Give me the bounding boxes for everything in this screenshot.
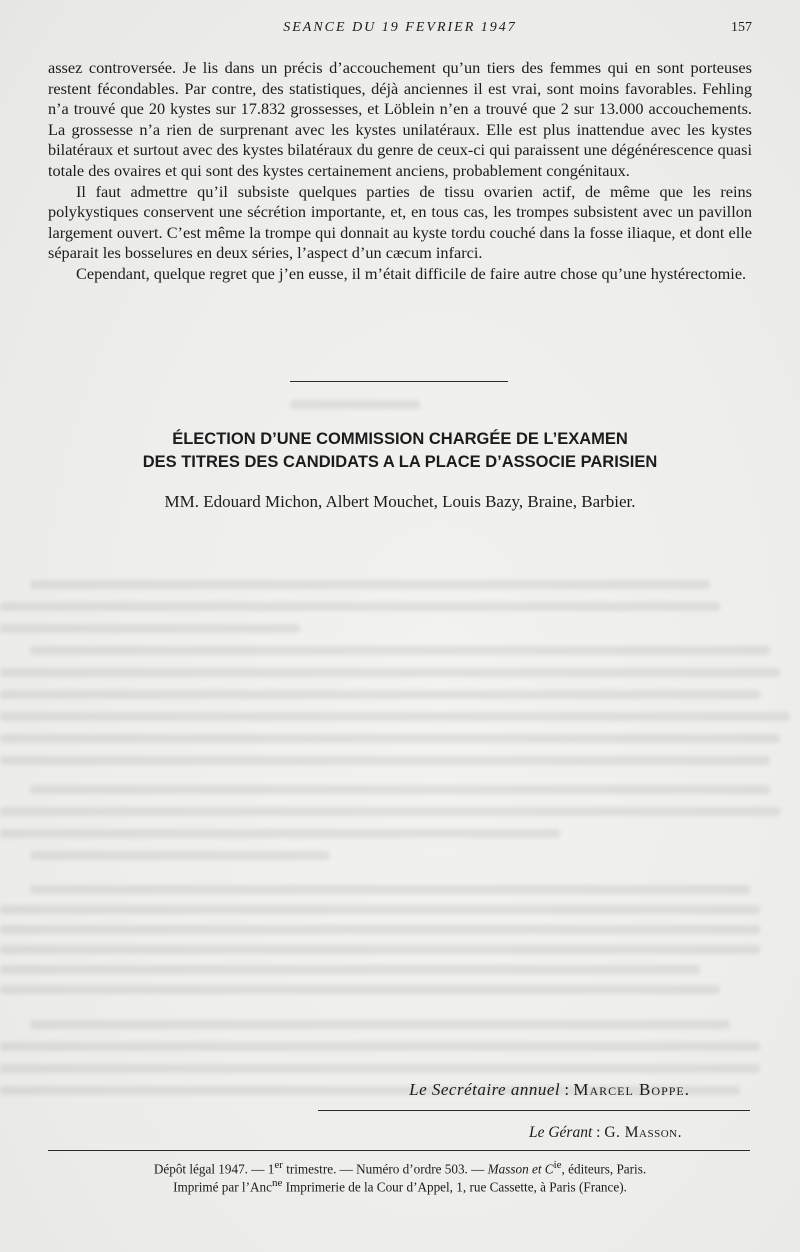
- section-title-line-2: DES TITRES DES CANDIDATS A LA PLACE D’ASSOCIE PARISIEN: [142, 453, 658, 471]
- signature-rule: [318, 1110, 750, 1111]
- gerant-signature: [529, 1124, 682, 1142]
- secretary-signature: [409, 1080, 690, 1100]
- section-title-line-1: ÉLECTION D’UNE COMMISSION CHARGÉE DE L’EXAMEN: [172, 430, 628, 448]
- secretary-separator: :: [560, 1080, 574, 1099]
- imprint-text: , éditeurs, Paris.: [561, 1161, 647, 1177]
- running-head: SEANCE DU 19 FEVRIER 1947: [283, 20, 517, 35]
- body-text: [48, 58, 752, 285]
- imprint-superscript: ie: [553, 1159, 562, 1171]
- commission-members: MM. Edouard Michon, Albert Mouchet, Louis Bazy, Braine, Barbier.: [164, 492, 636, 511]
- imprint-rule: [48, 1150, 750, 1151]
- imprint-publisher: Masson et C: [487, 1161, 554, 1177]
- page-header: [48, 20, 752, 42]
- section-title: [48, 428, 752, 474]
- secretary-name: Marcel Boppe.: [573, 1080, 690, 1099]
- page-number: 157: [731, 20, 752, 35]
- secretary-role: Le Secrétaire annuel: [409, 1080, 561, 1099]
- paragraph: assez controversée. Je lis dans un précis d’accouchement qu’un tiers des femmes qui en sont porteuses restent fécondables. Par contre, des statistiques, déjà anciennes il est vrai, sont moins favorables. Fehling n’a trouvé que 20 kystes sur 17.832 grossesses, et Löblein n’en a trouvé que 2 sur 13.000 accouchements. La grossesse n’a rien de surprenant avec les kystes unilatéraux. Elle est plus inattendue avec les kystes bilatéraux et surtout avec des kystes bilatéraux du genre de ceux-ci qui paraissent une dégénérescence quasi totale des ovaires et qui sont des kystes certainement anciens, probablement congénitaux.: [48, 58, 752, 180]
- gerant-name: G. Masson.: [604, 1124, 682, 1141]
- gerant-separator: :: [592, 1124, 605, 1141]
- imprint-text: Dépôt légal 1947. — 1: [153, 1161, 275, 1177]
- paragraph: Il faut admettre qu’il subsiste quelques parties de tissu ovarien actif, de même que les reins polykystiques conservent une sécrétion importante, et, en tous cas, les trompes subsistent avec un pavillon largement ouvert. C’est même la trompe qui donnait au kyste tordu couché dans la fosse iliaque, et dont elle séparait les bosselures en deux séries, l’aspect d’un cæcum infarci.: [48, 181, 752, 263]
- imprint-superscript: er: [274, 1159, 283, 1171]
- imprint-text: Imprimerie de la Cour d’Appel, 1, rue Cassette, à Paris (France).: [282, 1179, 627, 1195]
- imprint-text: trimestre. — Numéro d’ordre 503. —: [282, 1161, 488, 1177]
- imprint-line-2: [48, 1174, 752, 1196]
- imprint-superscript: ne: [271, 1177, 283, 1189]
- imprint-text: Imprimé par l’Anc: [173, 1179, 272, 1195]
- gerant-role: Le Gérant: [528, 1124, 593, 1141]
- paragraph: Cependant, quelque regret que j’en eusse, il m’était difficile de faire autre chose qu’une hystérectomie.: [76, 263, 747, 283]
- separator-rule: [290, 381, 508, 382]
